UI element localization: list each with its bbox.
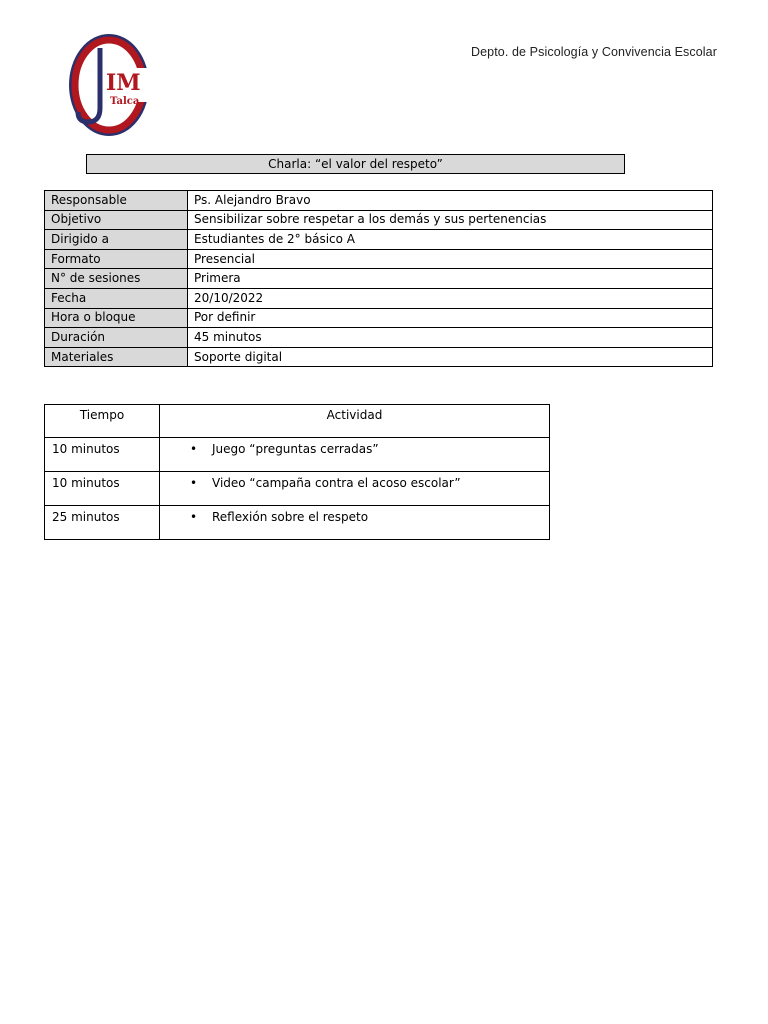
school-logo <box>66 30 152 140</box>
info-row <box>45 230 713 250</box>
info-value: 45 minutos <box>188 328 713 348</box>
info-value: Soporte digital <box>188 347 713 367</box>
info-label: Dirigido a <box>45 230 188 250</box>
activity-time: 25 minutos <box>45 506 160 540</box>
info-label: Formato <box>45 249 188 269</box>
activity-cell <box>160 438 550 472</box>
info-row <box>45 347 713 367</box>
info-row <box>45 269 713 289</box>
activity-time: 10 minutos <box>45 472 160 506</box>
info-value: Primera <box>188 269 713 289</box>
info-value: 20/10/2022 <box>188 288 713 308</box>
info-table <box>44 190 713 367</box>
activity-row <box>45 506 550 540</box>
info-row <box>45 191 713 211</box>
logo-text-sub: Talca <box>110 96 140 107</box>
department-header: Depto. de Psicología y Convivencia Escolar <box>471 45 717 59</box>
activity-cell <box>160 472 550 506</box>
info-label: Objetivo <box>45 210 188 230</box>
info-value: Por definir <box>188 308 713 328</box>
bullet-icon: • <box>190 510 198 524</box>
page-title: Charla: “el valor del respeto” <box>86 154 625 174</box>
info-label: N° de sesiones <box>45 269 188 289</box>
info-value: Ps. Alejandro Bravo <box>188 191 713 211</box>
info-row <box>45 328 713 348</box>
bullet-icon: • <box>190 442 198 456</box>
activities-table <box>44 404 550 540</box>
activity-description: Reflexión sobre el respeto <box>212 510 369 524</box>
info-label: Materiales <box>45 347 188 367</box>
activity-row <box>45 472 550 506</box>
info-row <box>45 249 713 269</box>
activity-row <box>45 438 550 472</box>
info-label: Responsable <box>45 191 188 211</box>
info-value: Presencial <box>188 249 713 269</box>
activities-header-activity: Actividad <box>160 405 550 438</box>
activity-cell <box>160 506 550 540</box>
activities-header-time: Tiempo <box>45 405 160 438</box>
info-value: Estudiantes de 2° básico A <box>188 230 713 250</box>
info-label: Hora o bloque <box>45 308 188 328</box>
info-row <box>45 308 713 328</box>
activity-description: Video “campaña contra el acoso escolar” <box>212 476 461 490</box>
info-label: Fecha <box>45 288 188 308</box>
logo-text-main: IM <box>106 70 141 96</box>
bullet-icon: • <box>190 476 198 490</box>
info-value: Sensibilizar sobre respetar a los demás y sus pertenencias <box>188 210 713 230</box>
activity-description: Juego “preguntas cerradas” <box>212 442 379 456</box>
activity-time: 10 minutos <box>45 438 160 472</box>
info-row <box>45 210 713 230</box>
info-label: Duración <box>45 328 188 348</box>
info-row <box>45 288 713 308</box>
